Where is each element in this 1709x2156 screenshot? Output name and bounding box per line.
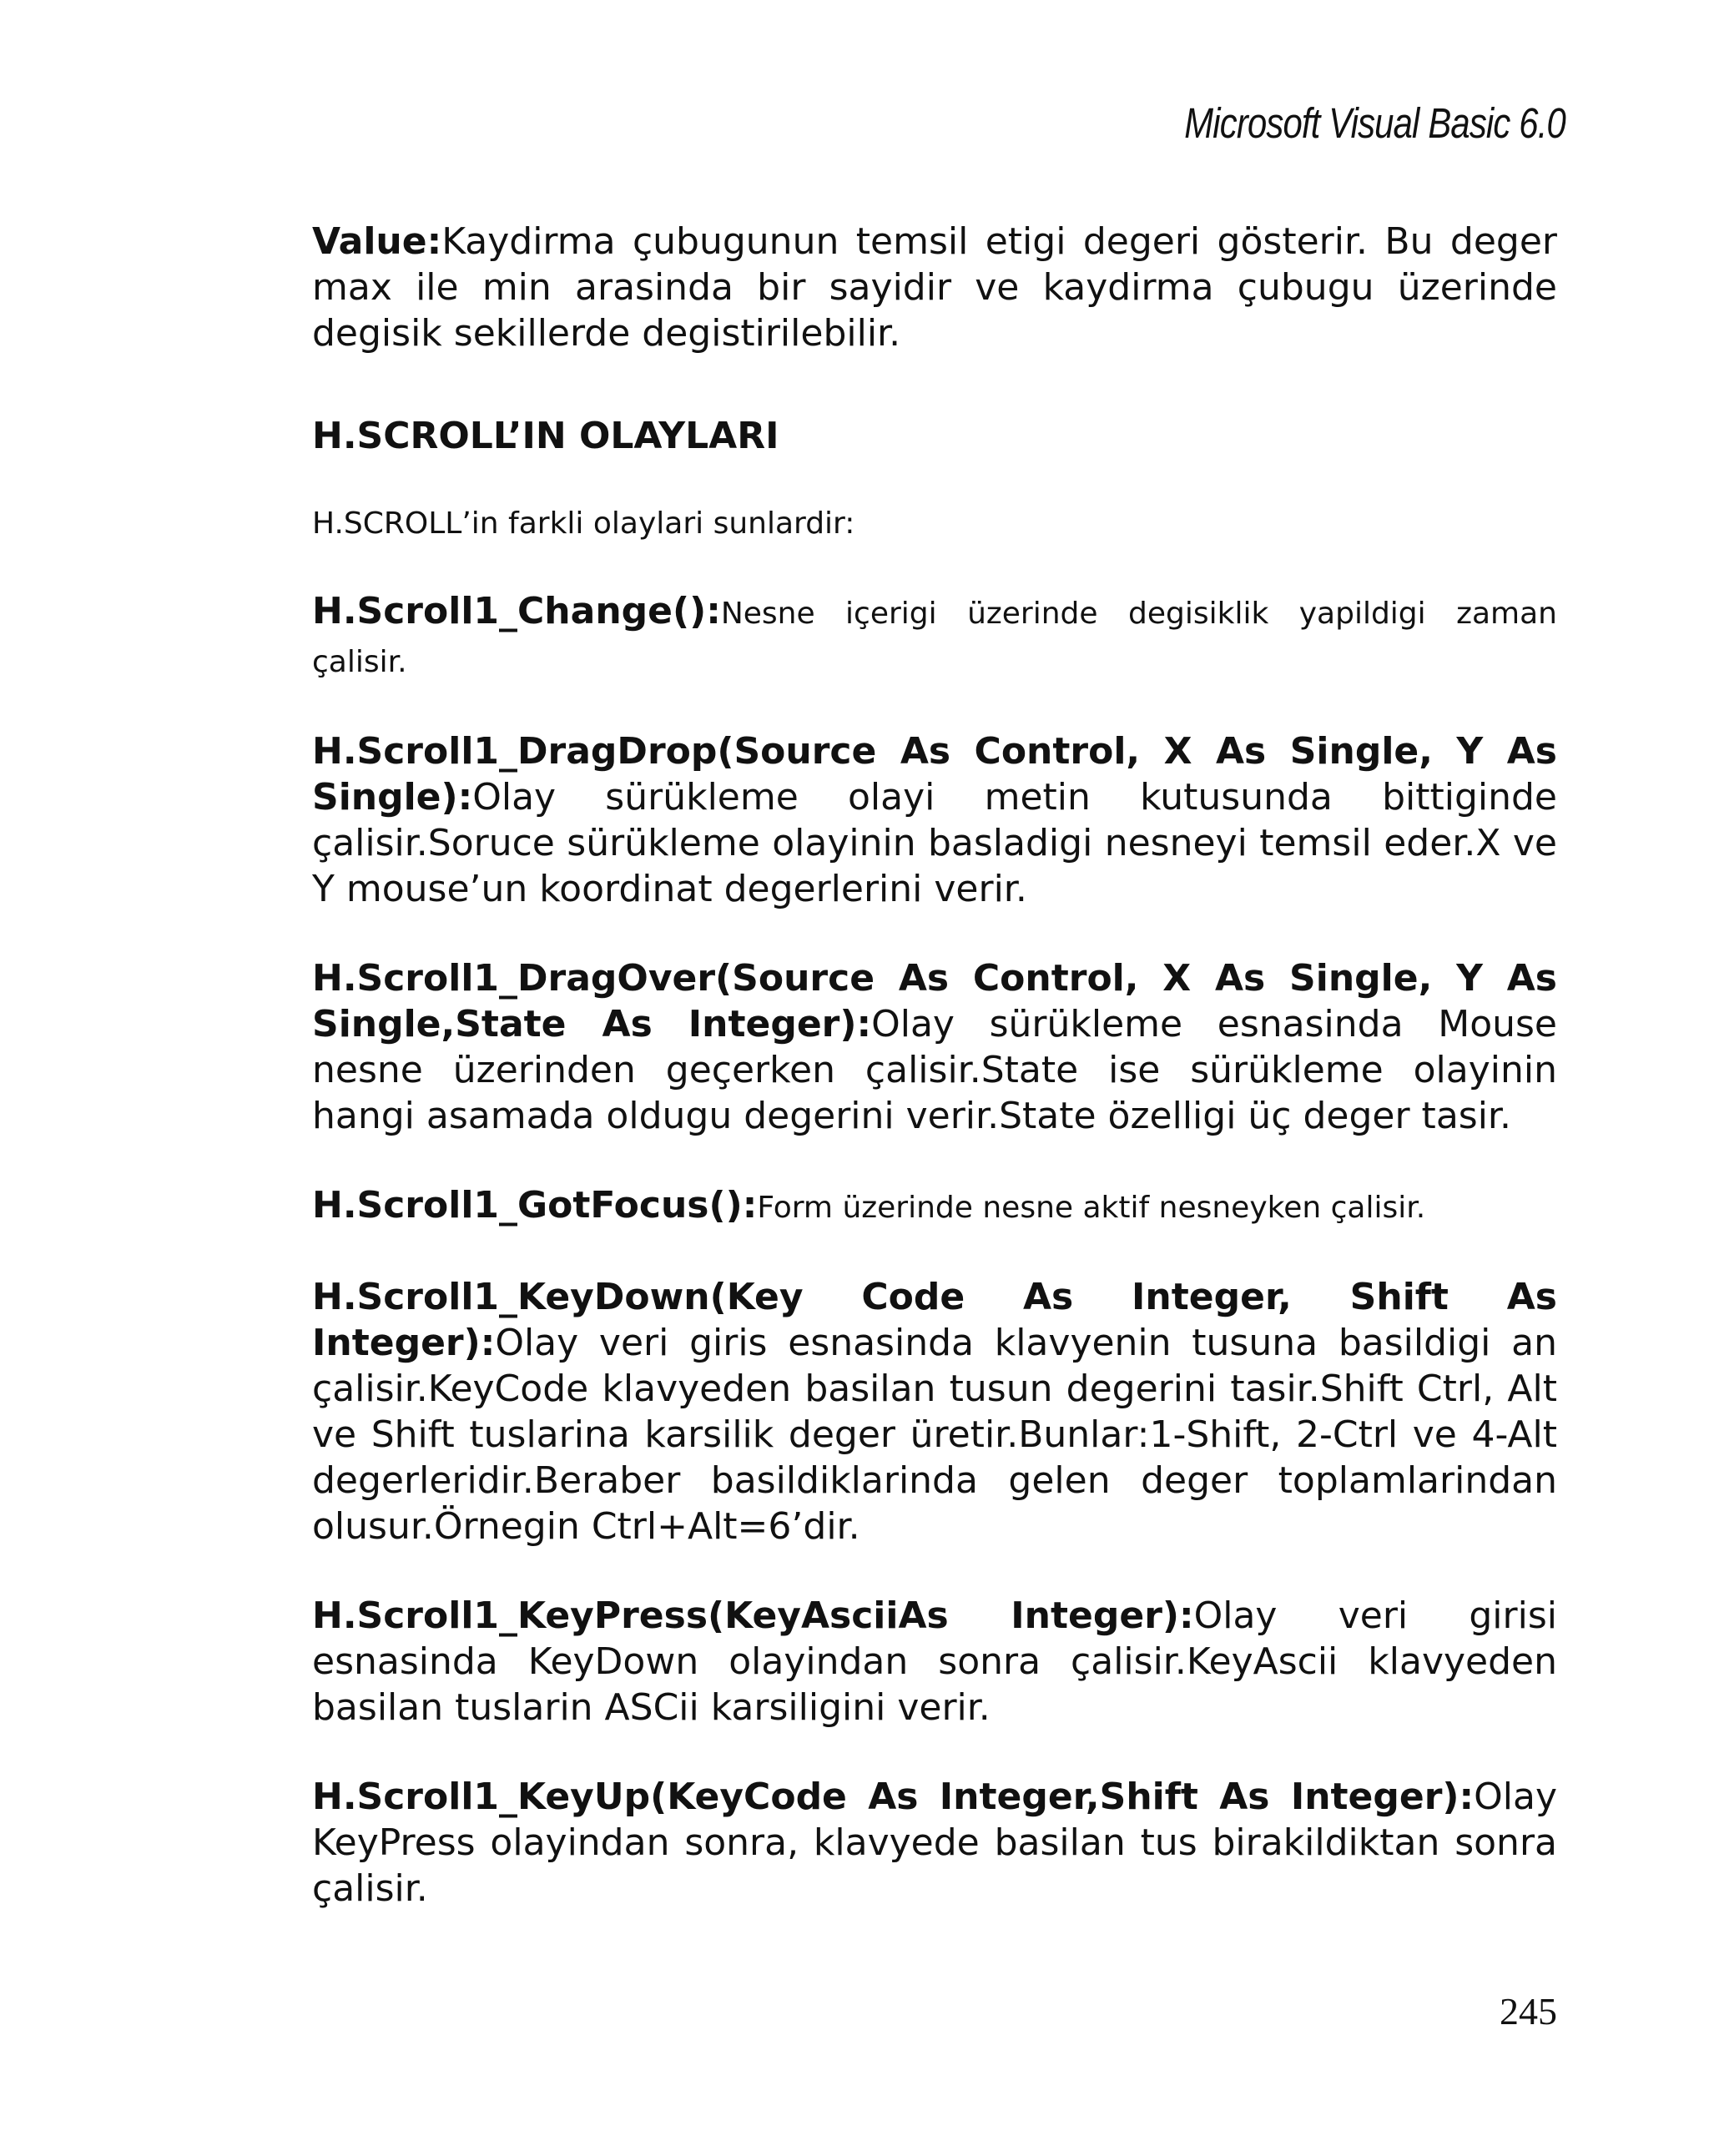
- event-dragover: [312, 955, 1557, 1139]
- event-text: Olay KeyPress olayindan sonra, klavyede basilan tus birakildiktan sonra çalisir.: [312, 1776, 1557, 1910]
- event-keydown: [312, 1274, 1557, 1549]
- event-keypress: [312, 1593, 1557, 1730]
- value-property-term: Value:: [312, 220, 442, 263]
- event-term: H.Scroll1_DragDrop(Source As Control, X As Single, Y As Single):: [312, 730, 1557, 819]
- event-text: Olay sürükleme esnasinda Mouse nesne üzerinden geçerken çalisir.State ise sürükleme olayinin hangi asamada oldugu degerini verir.State özelligi üç deger tasir.: [312, 1003, 1557, 1137]
- event-text: Olay sürükleme olayi metin kutusunda bittiginde çalisir.Soruce sürükleme olayinin basladigi nesneyi temsil eder.X ve Y mouse’un koordinat degerlerini verir.: [312, 776, 1557, 910]
- event-term: H.Scroll1_GotFocus():: [312, 1184, 758, 1227]
- event-term: H.Scroll1_KeyDown(Key Code As Integer, Shift As Integer):: [312, 1276, 1557, 1364]
- event-term: H.Scroll1_DragOver(Source As Control, X As Single, Y As Single,State As Integer):: [312, 957, 1557, 1045]
- running-title: Microsoft Visual Basic 6.0: [1184, 99, 1565, 147]
- event-text: Nesne içerigi üzerinde degisiklik yapildigi zaman çalisir.: [312, 597, 1557, 679]
- event-gotfocus: [312, 1182, 1557, 1231]
- section-intro: H.SCROLL’in farkli olaylari sunlardir:: [312, 506, 855, 541]
- event-keyup: [312, 1774, 1557, 1912]
- page-body: [312, 219, 1557, 1912]
- event-text: Form üzerinde nesne aktif nesneyken çalisir.: [757, 1191, 1426, 1225]
- event-term: H.Scroll1_KeyPress(KeyAsciiAs Integer):: [312, 1594, 1194, 1637]
- event-text: Olay veri giris esnasinda klavyenin tusuna basildigi an çalisir.KeyCode klavyeden basilan tusun degerini tasir.Shift Ctrl, Alt ve Shift tuslarina karsilik deger üretir.Bunlar:1-Shift, 2-Ctrl ve 4-Alt degerleridir.Beraber basildiklarinda gelen deger toplamlarindan olusur.Örnegin Ctrl+Alt=6’dir.: [312, 1322, 1557, 1548]
- value-property-text: Kaydirma çubugunun temsil etigi degeri gösterir. Bu deger max ile min arasinda bir sayidir ve kaydirma çubugu üzerinde degisik sekillerde degistirilebilir.: [312, 220, 1557, 355]
- event-dragdrop: [312, 728, 1557, 912]
- event-text: Olay veri girisi esnasinda KeyDown olayindan sonra çalisir.KeyAscii klavyeden basilan tuslarin ASCii karsiligini verir.: [312, 1594, 1557, 1729]
- section-heading: H.SCROLL’IN OLAYLARI: [312, 415, 779, 457]
- page-number: 245: [1500, 1990, 1557, 2033]
- event-term: H.Scroll1_Change():: [312, 590, 721, 632]
- event-term: H.Scroll1_KeyUp(KeyCode As Integer,Shift As Integer):: [312, 1776, 1475, 1818]
- event-change: [312, 588, 1557, 685]
- value-property-paragraph: [312, 219, 1557, 356]
